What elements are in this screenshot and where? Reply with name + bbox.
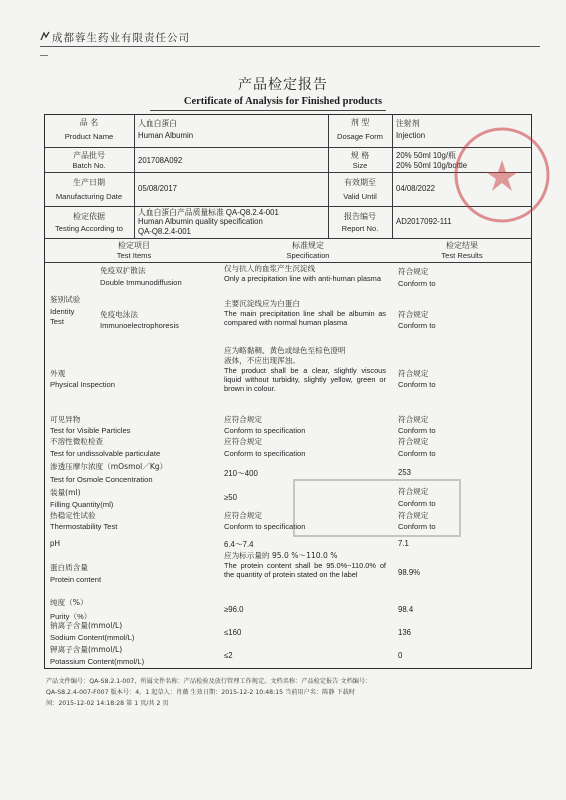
potassium-en: Potassium Content(mmol/L) (50, 657, 145, 666)
appearance-spec-en: The product shall be a clear, slightly viscous liquid without turbidity, slightly yellow, green or brown in colour. (224, 366, 386, 393)
dosage-form-value-en: Injection (396, 131, 426, 140)
dosage-form-value-cn: 注射剂 (396, 119, 420, 128)
osmole-cn: 渗透压摩尔浓度（mOsmol／Kg） (50, 462, 168, 471)
filling-cn: 装量(ml) (50, 488, 81, 497)
protein-spec-cn: 应为标示量的 95.0 %～110.0 % (224, 551, 338, 560)
inspection-seal-stamp (292, 478, 462, 538)
thermo-en: Thermostability Test (50, 522, 118, 531)
visible-spec-cn: 应符合规定 (224, 415, 262, 424)
osmole-en: Test for Osmole Concentration (50, 475, 153, 484)
protein-result: 98.9% (398, 568, 421, 577)
undissolvable-result-cn: 符合规定 (398, 437, 429, 446)
footer-line-1: 产品文件编号：QA-S8.2.1-007，所属文件名称：产品检验及放行管理工作规定。文档名称：产品检定报告 文档编号： (46, 678, 372, 685)
osmole-result: 253 (398, 468, 412, 477)
testing-value-en-1: Human Albumin quality specification (138, 217, 263, 226)
identity-sub2-result-cn: 符合规定 (398, 310, 429, 319)
col-spec-cn: 标准规定 (292, 241, 324, 250)
dosage-form-label-en: Dosage Form (336, 132, 383, 141)
undissolvable-spec-en: Conform to specification (224, 449, 306, 458)
undissolvable-spec-cn: 应符合规定 (224, 437, 262, 446)
protein-spec-en: The protein content shall be 95.0%~110.0% of the quantity of protein stated on the label (224, 561, 386, 579)
identity-group-en-1: Identity (50, 307, 75, 316)
valid-until-label-cn: 有效期至 (344, 178, 376, 187)
osmole-spec: 210～400 (224, 469, 258, 478)
protein-cn: 蛋白质含量 (50, 563, 88, 572)
filling-result-en: Conform to (398, 499, 436, 508)
visible-result-cn: 符合规定 (398, 415, 429, 424)
testing-label-en: Testing According to (55, 224, 123, 233)
company-name: 成都蓉生药业有限责任公司 (52, 32, 190, 44)
size-value-1: 20% 50ml 10g/瓶 (396, 151, 456, 160)
purity-result: 98.4 (398, 605, 414, 614)
testing-value-cn: 人血白蛋白产品质量标准 QA-Q8.2.4-001 (138, 208, 279, 217)
identity-group-cn: 鉴别试验 (50, 295, 81, 304)
potassium-cn: 钾离子含量(mmol/L) (50, 645, 123, 654)
purity-en: Purity（%） (50, 612, 92, 621)
thermo-cn: 热稳定性试验 (50, 511, 96, 520)
identity-sub2-spec-cn: 主要沉淀线应为白蛋白 (224, 299, 300, 308)
col-spec-en: Specification (286, 251, 330, 260)
identity-sub1-result-en: Conform to (398, 279, 436, 288)
identity-sub1-cn: 免疫双扩散法 (100, 266, 146, 275)
dosage-form-label-cn: 剂 型 (350, 118, 370, 127)
sodium-spec: ≤160 (224, 628, 242, 637)
product-name-label-cn: 品 名 (79, 118, 99, 127)
appearance-result-en: Conform to (398, 380, 436, 389)
product-name-label-en: Product Name (64, 132, 114, 141)
sodium-result: 136 (398, 628, 412, 637)
size-label-cn: 规 格 (350, 151, 370, 160)
visible-result-en: Conform to (398, 426, 436, 435)
table-vline (392, 114, 393, 238)
title-underline (150, 110, 386, 111)
footer-line-3: 间：2015-12-02 14:18:28 第 1 页/共 2 页 (46, 700, 169, 707)
col-items-en: Test Items (116, 251, 152, 260)
valid-until-value: 04/08/2022 (396, 184, 436, 193)
ph-result: 7.1 (398, 539, 409, 548)
purity-spec: ≥96.0 (224, 605, 244, 614)
potassium-spec: ≤2 (224, 651, 233, 660)
batch-label-en: Batch No. (72, 161, 106, 170)
appearance-spec-cn-1: 应为略黏稠、黄色或绿色至棕色澄明 (224, 346, 346, 355)
ph-label: pH (50, 539, 60, 548)
identity-group-en-2: Test (50, 317, 64, 326)
identity-sub1-spec-cn: 仅与抗人的血浆产生沉淀线 (224, 264, 316, 273)
valid-until-label-en: Valid Until (343, 192, 377, 201)
table-divider (44, 262, 532, 263)
visible-en: Test for Visible Particles (50, 426, 131, 435)
report-no-label-en: Report No. (341, 224, 379, 233)
undissolvable-result-en: Conform to (398, 449, 436, 458)
undissolvable-cn: 不溶性微粒检查 (50, 437, 104, 446)
ph-spec: 6.4～7.4 (224, 540, 254, 549)
footer-line-2: QA-S8.2.4-007-F007 版本号：4，1 起草人：肖薇 生效日期：2015-12-2 10:48:15 当前用户名：陈静 下载时 (46, 689, 356, 696)
appearance-spec-cn-2: 液体，不应出现浑浊。 (224, 356, 300, 365)
size-label-en: Size (352, 161, 368, 170)
appearance-en: Physical Inspection (50, 380, 116, 389)
mfg-date-value: 05/08/2017 (138, 184, 178, 193)
identity-sub1-result-cn: 符合规定 (398, 267, 429, 276)
product-name-value-en: Human Albumin (138, 131, 194, 140)
table-vline (134, 114, 135, 238)
identity-sub2-result-en: Conform to (398, 321, 436, 330)
thermo-result-cn: 符合规定 (398, 511, 429, 520)
mfg-date-label-cn: 生产日期 (73, 178, 105, 187)
identity-sub1-en: Double Immunodiffusion (100, 278, 182, 287)
col-results-cn: 检定结果 (446, 241, 478, 250)
report-no-label-cn: 报告编号 (344, 212, 376, 221)
identity-sub2-spec-en: The main precipitation line shall be albumin as compared with normal human plasma (224, 309, 386, 327)
thermo-spec-cn: 应符合规定 (224, 511, 262, 520)
report-no-value: AD2017092-111 (396, 217, 452, 226)
purity-cn: 纯度（%） (50, 598, 88, 607)
company-seal-stamp (452, 120, 552, 230)
header-rule-short (40, 55, 48, 56)
product-name-value-cn: 人血白蛋白 (138, 119, 177, 128)
batch-value: 201708A092 (138, 156, 183, 165)
filling-en: Filling Quantity(ml) (50, 500, 114, 509)
table-divider (44, 238, 532, 239)
thermo-spec-en: Conform to specification (224, 522, 306, 531)
appearance-result-cn: 符合规定 (398, 369, 429, 378)
thermo-result-en: Conform to (398, 522, 436, 531)
identity-sub1-spec-en: Only a precipitation line with anti-human plasma (224, 274, 381, 283)
visible-spec-en: Conform to specification (224, 426, 306, 435)
identity-sub2-en: Immunoelectrophoresis (100, 321, 179, 330)
appearance-cn: 外观 (50, 369, 66, 378)
col-results-en: Test Results (441, 251, 483, 260)
potassium-result: 0 (398, 651, 403, 660)
protein-en: Protein content (50, 575, 102, 584)
company-logo-icon (40, 31, 50, 41)
filling-result-cn: 符合规定 (398, 487, 429, 496)
visible-cn: 可见异物 (50, 415, 81, 424)
sodium-en: Sodium Content(mmol/L) (50, 633, 135, 642)
filling-spec: ≥50 (224, 493, 237, 502)
header-rule (40, 46, 540, 47)
batch-label-cn: 产品批号 (73, 151, 105, 160)
col-items-cn: 检定项目 (118, 241, 150, 250)
mfg-date-label-en: Manufacturing Date (55, 192, 123, 201)
identity-sub2-cn: 免疫电泳法 (100, 310, 138, 319)
title-en: Certificate of Analysis for Finished products (183, 96, 383, 107)
size-value-2: 20% 50ml 10g/bottle (396, 161, 468, 170)
undissolvable-en: Test for undissolvable particulate (50, 449, 161, 458)
testing-value-en-2: QA-Q8.2.4-001 (138, 227, 191, 236)
sodium-cn: 钠离子含量(mmol/L) (50, 621, 123, 630)
testing-label-cn: 检定依据 (73, 212, 105, 221)
title-cn: 产品检定报告 (238, 77, 328, 93)
